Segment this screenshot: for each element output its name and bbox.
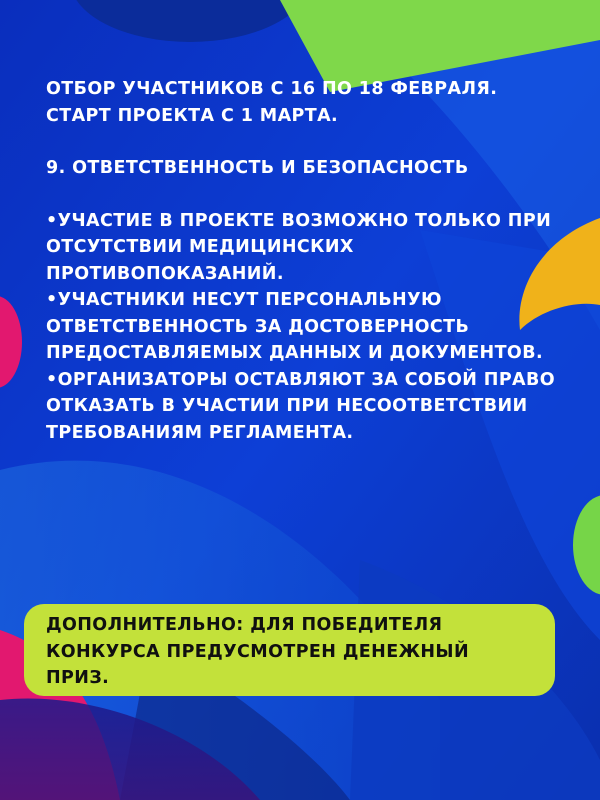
main-text-block <box>46 76 586 446</box>
spacer <box>46 129 586 155</box>
prize-note: ДОПОЛНИТЕЛЬНО: ДЛЯ ПОБЕДИТЕЛЯ КОНКУРСА ПРЕДУСМОТРЕН ДЕНЕЖНЫЙ ПРИЗ. <box>24 604 555 696</box>
spacer <box>46 182 586 208</box>
section-heading: 9. ОТВЕТСТВЕННОСТЬ И БЕЗОПАСНОСТЬ <box>46 158 469 178</box>
bullet-responsibility: •УЧАСТНИКИ НЕСУТ ПЕРСОНАЛЬНУЮ ОТВЕТСТВЕННОСТЬ ЗА ДОСТОВЕРНОСТЬ ПРЕДОСТАВЛЯЕМЫХ ДАННЫХ И ДОКУМЕНТОВ. <box>46 290 543 363</box>
project-start-date: СТАРТ ПРОЕКТА С 1 МАРТА. <box>46 105 339 126</box>
selection-dates: ОТБОР УЧАСТНИКОВ С 16 ПО 18 ФЕВРАЛЯ. <box>46 79 498 99</box>
bullet-refusal-right: •ОРГАНИЗАТОРЫ ОСТАВЛЯЮТ ЗА СОБОЙ ПРАВО ОТКАЗАТЬ В УЧАСТИИ ПРИ НЕСООТВЕТСТВИИ ТРЕБОВАНИЯМ РЕГЛАМЕНТА. <box>46 369 556 443</box>
bullet-medical: •УЧАСТИЕ В ПРОЕКТЕ ВОЗМОЖНО ТОЛЬКО ПРИ ОТСУТСТВИИ МЕДИЦИНСКИХ ПРОТИВОПОКАЗАНИЙ. <box>46 210 552 284</box>
